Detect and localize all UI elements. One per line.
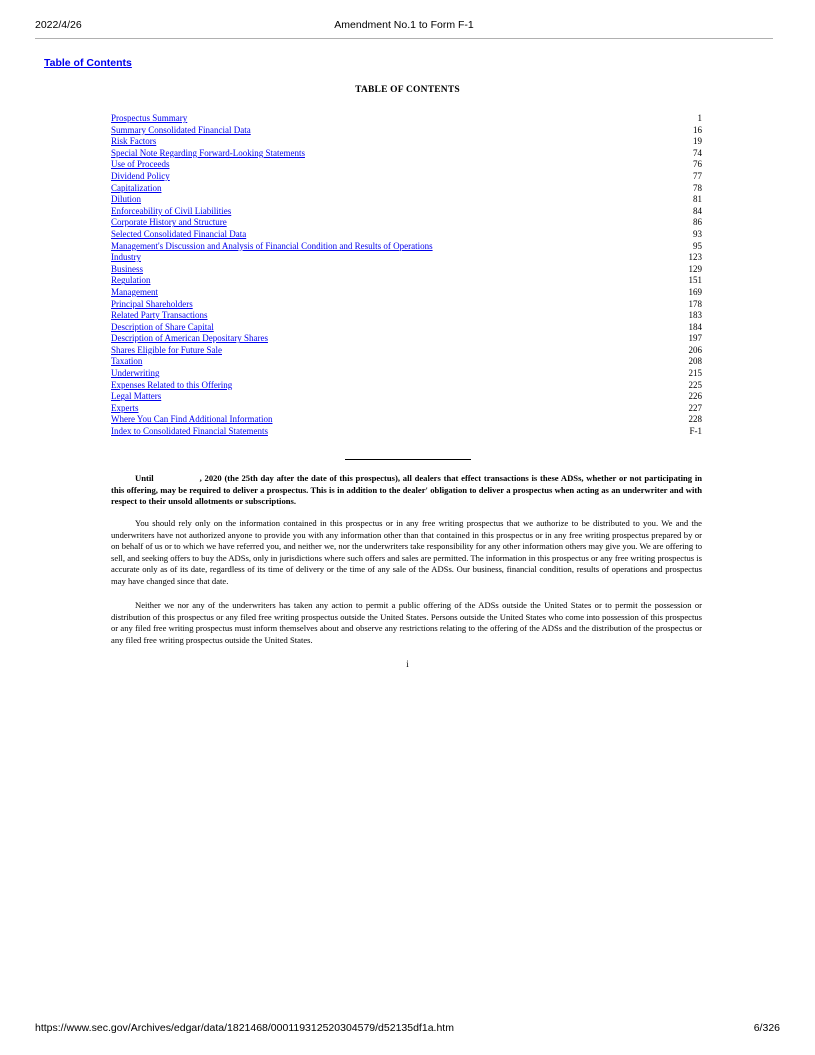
toc-row — [111, 299, 702, 311]
toc-entry-link[interactable]: Risk Factors — [111, 136, 157, 147]
section-divider — [345, 459, 471, 460]
toc-row — [111, 148, 702, 160]
print-page-counter: 6/326 — [753, 1022, 780, 1034]
toc-row — [111, 322, 702, 334]
toc-row — [111, 275, 702, 287]
toc-row — [111, 414, 702, 426]
toc-row — [111, 380, 702, 392]
header-divider — [35, 38, 773, 39]
toc-heading: TABLE OF CONTENTS — [355, 85, 460, 95]
toc-entry-link[interactable]: Description of Share Capital — [111, 321, 214, 332]
toc-page-number: 95 — [693, 240, 702, 251]
toc-page-number: F-1 — [689, 426, 702, 437]
toc-page-number: 184 — [688, 321, 702, 332]
toc-entry-link[interactable]: Special Note Regarding Forward-Looking Statements — [111, 147, 305, 158]
toc-page-number: 226 — [688, 391, 702, 402]
print-header — [35, 17, 773, 35]
toc-entry-link[interactable]: Corporate History and Structure — [111, 217, 227, 228]
toc-page-number: 16 — [693, 124, 702, 135]
toc-page-number: 86 — [693, 217, 702, 228]
toc-row — [111, 333, 702, 345]
toc-page-number: 129 — [688, 263, 702, 274]
toc-row — [111, 159, 702, 171]
toc-entry-link[interactable]: Regulation — [111, 275, 151, 286]
toc-entry-link[interactable]: Management's Discussion and Analysis of Financial Condition and Results of Operations — [111, 240, 433, 251]
toc-page-number: 183 — [688, 310, 702, 321]
toc-row — [111, 310, 702, 322]
toc-page-number: 169 — [688, 286, 702, 297]
toc-entry-link[interactable]: Description of American Depositary Shares — [111, 333, 268, 344]
toc-page-number: 225 — [688, 379, 702, 390]
toc-page-number: 93 — [693, 228, 702, 239]
reliance-paragraph — [111, 518, 702, 588]
toc-entry-link[interactable]: Management — [111, 286, 158, 297]
toc-entry-link[interactable]: Summary Consolidated Financial Data — [111, 124, 251, 135]
toc-page-number: 19 — [693, 136, 702, 147]
toc-entry-link[interactable]: Principal Shareholders — [111, 298, 193, 309]
toc-row — [111, 206, 702, 218]
toc-entry-link[interactable]: Use of Proceeds — [111, 159, 170, 170]
toc-page-number: 1 — [697, 113, 702, 123]
toc-row — [111, 391, 702, 403]
toc-entry-link[interactable]: Legal Matters — [111, 391, 162, 402]
dealer-prospectus-delivery-notice — [111, 473, 702, 508]
toc-list — [111, 113, 702, 438]
toc-entry-link[interactable]: Shares Eligible for Future Sale — [111, 344, 222, 355]
toc-entry-link[interactable]: Enforceability of Civil Liabilities — [111, 205, 232, 216]
toc-row — [111, 194, 702, 206]
toc-row — [111, 264, 702, 276]
toc-page-number: 178 — [688, 298, 702, 309]
toc-entry-link[interactable]: Dividend Policy — [111, 170, 170, 181]
toc-page-number: 215 — [688, 368, 702, 379]
toc-entry-link[interactable]: Experts — [111, 402, 139, 413]
toc-row — [111, 368, 702, 380]
reliance-paragraph-text: You should rely only on the information contained in this prospectus or in any free writing prospectus that we authorize to be distributed to you. We and the underwriters have not authorized anyone to provide you with any information other than that contained in this prospectus or in any free writing prospectus prepared by or on behalf of us or to which we have referred you, and neither we, nor the underwriters take responsibility for any other information others may give you. We are offering to sell, and seeking offers to buy the ADSs, only in jurisdictions where such offers and sales are permitted. The information in this prospectus or any free writing prospectus is accurate only as of its date, regardless of its time of delivery or the time of any sale of the ADSs. Our business, financial condition, results of operations and prospectus may have changed since that date. — [111, 518, 702, 586]
dealer-notice-text: , 2020 (the 25th day after the date of this prospectus), all dealers that effect transactions is these ADSs, whether or not participating in this offering, may be required to deliver a prospectus. This is in addition to the dealer' obligation to deliver a prospectus when acting as an underwriter and with respect to their unsold allotments or subscriptions. — [111, 473, 702, 507]
toc-page-number: 74 — [693, 147, 702, 158]
toc-row — [111, 426, 702, 438]
toc-page-number: 197 — [688, 333, 702, 344]
toc-page-number: 208 — [688, 356, 702, 367]
toc-entry-link[interactable]: Dilution — [111, 194, 142, 205]
toc-entry-link[interactable]: Prospectus Summary — [111, 113, 188, 123]
toc-entry-link[interactable]: Selected Consolidated Financial Data — [111, 228, 247, 239]
toc-page-number: 84 — [693, 205, 702, 216]
offering-restriction-paragraph — [111, 600, 702, 646]
toc-entry-link[interactable]: Business — [111, 263, 144, 274]
toc-row — [111, 217, 702, 229]
toc-page-number: 77 — [693, 170, 702, 181]
toc-row — [111, 136, 702, 148]
toc-page-number: 206 — [688, 344, 702, 355]
toc-row — [111, 113, 702, 125]
toc-row — [111, 403, 702, 415]
print-document-title: Amendment No.1 to Form F-1 — [334, 19, 474, 31]
dealer-notice-lead: Until — [135, 473, 154, 483]
toc-page-number: 76 — [693, 159, 702, 170]
toc-row — [111, 229, 702, 241]
toc-page-number: 123 — [688, 252, 702, 263]
offering-paragraph-text: Neither we nor any of the underwriters has taken any action to permit a public offering of the ADSs outside the United States or to permit the possession or distribution of this prospectus or any filed free writing prospectus outside the United States. Persons outside the United States who come into possession of this prospectus or any filed free writing prospectus must inform themselves about and observe any restrictions relating to the offering of the ADSs and the distribution of the prospectus or any filed free writing prospectus outside the United States. — [111, 600, 702, 645]
toc-row — [111, 125, 702, 137]
print-source-url: https://www.sec.gov/Archives/edgar/data/1821468/000119312520304579/d52135df1a.htm — [35, 1022, 454, 1034]
toc-row — [111, 183, 702, 195]
toc-entry-link[interactable]: Related Party Transactions — [111, 310, 208, 321]
toc-page-number: 228 — [688, 414, 702, 425]
toc-row — [111, 171, 702, 183]
toc-row — [111, 356, 702, 368]
toc-row — [111, 241, 702, 253]
toc-entry-link[interactable]: Industry — [111, 252, 141, 263]
toc-row — [111, 252, 702, 264]
toc-page-number: 78 — [693, 182, 702, 193]
toc-entry-link[interactable]: Capitalization — [111, 182, 162, 193]
table-of-contents-link[interactable]: Table of Contents — [44, 57, 132, 69]
toc-entry-link[interactable]: Index to Consolidated Financial Statements — [111, 426, 268, 437]
toc-entry-link[interactable]: Taxation — [111, 356, 143, 367]
toc-page-number: 81 — [693, 194, 702, 205]
toc-entry-link[interactable]: Underwriting — [111, 368, 160, 379]
toc-row — [111, 287, 702, 299]
page-number: i — [406, 659, 409, 669]
print-date: 2022/4/26 — [35, 19, 82, 31]
toc-entry-link[interactable]: Expenses Related to this Offering — [111, 379, 233, 390]
toc-page-number: 227 — [688, 402, 702, 413]
toc-page-number: 151 — [688, 275, 702, 286]
toc-row — [111, 345, 702, 357]
toc-entry-link[interactable]: Where You Can Find Additional Information — [111, 414, 273, 425]
